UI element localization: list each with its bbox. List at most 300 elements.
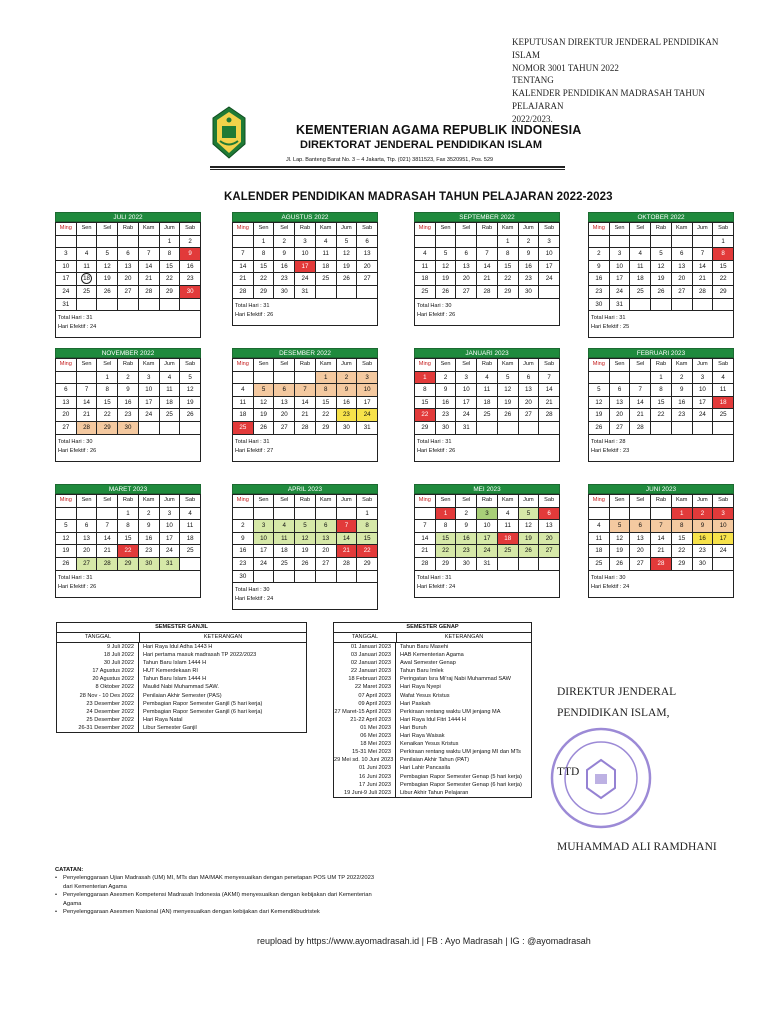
event-description: Tahun Baru Masehi	[400, 644, 449, 650]
month-calendar	[232, 348, 378, 462]
month-grid	[232, 222, 378, 299]
event-row	[334, 724, 531, 732]
day-cell: 11	[180, 520, 201, 533]
empty-cell	[713, 558, 734, 571]
day-cell: 19	[589, 409, 610, 422]
empty-cell	[254, 508, 275, 521]
empty-cell	[693, 422, 714, 435]
day-cell: 6	[274, 384, 295, 397]
day-cell: 20	[316, 545, 337, 558]
day-cell: 21	[539, 397, 560, 410]
day-cell: 16	[589, 273, 610, 286]
empty-cell	[589, 508, 610, 521]
day-cell: 8	[713, 248, 734, 261]
day-cell: 7	[651, 520, 672, 533]
day-cell: 30	[519, 286, 540, 299]
weekday-header: Rab	[118, 223, 139, 236]
day-cell: 26	[97, 286, 118, 299]
day-cell: 29	[316, 422, 337, 435]
day-cell: 16	[456, 533, 477, 546]
weekday-header: Sab	[180, 495, 201, 508]
event-date: 17 Juni 2023	[334, 781, 396, 789]
empty-cell	[672, 299, 693, 312]
day-cell: 31	[56, 299, 77, 312]
total-days: Total Hari : 31	[58, 574, 93, 581]
event-row	[334, 732, 531, 740]
event-row	[334, 683, 531, 691]
event-description: Pembagian Rapor Semester Genap (5 hari kerja)	[400, 773, 522, 780]
day-cell: 23	[693, 545, 714, 558]
day-cell: 11	[77, 261, 98, 274]
day-cell: 26	[589, 422, 610, 435]
empty-cell	[274, 571, 295, 584]
empty-cell	[498, 422, 519, 435]
day-cell: 22	[436, 545, 457, 558]
weekday-header: Sab	[713, 495, 734, 508]
weekday-header: Sen	[610, 359, 631, 372]
day-cell: 23	[589, 286, 610, 299]
day-cell: 29	[357, 558, 378, 571]
day-cell: 30	[456, 558, 477, 571]
empty-cell	[630, 372, 651, 385]
day-cell: 29	[415, 422, 436, 435]
day-cell: 10	[610, 261, 631, 274]
day-cell: 6	[630, 520, 651, 533]
day-cell: 17	[254, 545, 275, 558]
day-cell: 23	[519, 273, 540, 286]
day-cell: 19	[337, 261, 358, 274]
day-cell: 4	[316, 236, 337, 249]
weekday-header: Sel	[97, 359, 118, 372]
semester-ganjil-table	[56, 622, 307, 733]
day-cell: 20	[56, 409, 77, 422]
month-calendar	[232, 484, 378, 610]
effective-days: Hari Efektif : 26	[417, 447, 456, 454]
event-description: Peringatan Isra Mi'raj Nabi Muhammad SAW	[400, 676, 511, 683]
day-cell: 27	[630, 558, 651, 571]
day-cell: 30	[274, 286, 295, 299]
day-cell: 31	[610, 299, 631, 312]
day-cell: 5	[254, 384, 275, 397]
day-cell: 31	[295, 286, 316, 299]
day-cell: 22	[254, 273, 275, 286]
day-cell: 2	[456, 508, 477, 521]
empty-cell	[456, 236, 477, 249]
day-cell: 7	[139, 248, 160, 261]
month-name: OKTOBER 2022	[588, 212, 734, 222]
day-cell: 10	[713, 520, 734, 533]
empty-cell	[539, 422, 560, 435]
day-cell: 3	[56, 248, 77, 261]
empty-cell	[357, 286, 378, 299]
day-cell: 6	[672, 248, 693, 261]
empty-cell	[139, 299, 160, 312]
day-cell: 10	[139, 384, 160, 397]
note-item: • Penyelenggaraan Asesmen Kompetensi Madrasah Indonesia (AKMI) menyesuaikan dengan kebijakan dari Kementerian Agama	[55, 891, 375, 908]
day-cell: 7	[630, 384, 651, 397]
event-date: 03 Januari 2023	[334, 651, 396, 659]
empty-cell	[233, 372, 254, 385]
day-cell: 26	[180, 409, 201, 422]
ministry-name: KEMENTERIAN AGAMA REPUBLIK INDONESIA	[296, 123, 582, 137]
event-row	[57, 675, 306, 683]
day-cell: 7	[233, 248, 254, 261]
day-cell: 18	[477, 397, 498, 410]
day-cell: 24	[357, 409, 378, 422]
day-cell: 24	[254, 558, 275, 571]
day-cell: 21	[97, 545, 118, 558]
weekday-header: Ming	[233, 359, 254, 372]
event-row	[57, 651, 306, 659]
day-cell: 5	[180, 372, 201, 385]
day-cell: 24	[610, 286, 631, 299]
event-date: 27 Maret-15 April 2023	[334, 708, 396, 716]
day-cell: 12	[180, 384, 201, 397]
event-description: Pembagian Rapor Semester Ganjil (5 hari kerja)	[143, 700, 263, 707]
empty-cell	[139, 236, 160, 249]
day-cell: 14	[139, 261, 160, 274]
empty-cell	[97, 236, 118, 249]
day-cell: 6	[357, 236, 378, 249]
event-description: Pembagian Rapor Semester Genap (6 hari kerja)	[400, 781, 522, 788]
event-row	[334, 643, 531, 651]
empty-cell	[295, 372, 316, 385]
day-cell: 12	[295, 533, 316, 546]
empty-cell	[610, 372, 631, 385]
total-days: Total Hari : 31	[58, 315, 93, 322]
day-cell: 28	[233, 286, 254, 299]
genap-title: SEMESTER GENAP	[334, 623, 531, 633]
day-cell: 17	[139, 397, 160, 410]
weekday-header: Kam	[316, 495, 337, 508]
day-cell: 9	[693, 520, 714, 533]
day-cell: 1	[97, 372, 118, 385]
day-cell: 18	[589, 545, 610, 558]
header-divider-thin	[210, 169, 565, 170]
day-cell: 13	[456, 261, 477, 274]
day-cell: 22	[160, 273, 181, 286]
day-cell: 3	[160, 508, 181, 521]
day-cell: 24	[139, 409, 160, 422]
month-name: APRIL 2023	[232, 484, 378, 494]
day-cell: 6	[56, 384, 77, 397]
weekday-header: Sen	[610, 223, 631, 236]
empty-cell	[337, 571, 358, 584]
ganjil-title: SEMESTER GANJIL	[57, 623, 306, 633]
day-cell: 8	[498, 248, 519, 261]
empty-cell	[56, 372, 77, 385]
month-summary	[232, 435, 378, 462]
day-cell: 9	[180, 248, 201, 261]
day-cell: 1	[436, 508, 457, 521]
empty-cell	[77, 372, 98, 385]
day-cell: 23	[118, 409, 139, 422]
day-cell: 17	[56, 273, 77, 286]
weekday-header: Sel	[630, 495, 651, 508]
day-cell: 7	[415, 520, 436, 533]
event-row	[57, 643, 306, 651]
weekday-header: Kam	[316, 359, 337, 372]
day-cell: 13	[274, 397, 295, 410]
event-date: 09 April 2023	[334, 700, 396, 708]
weekday-header: Sel	[456, 495, 477, 508]
weekday-header: Sel	[456, 223, 477, 236]
event-date: 23 Desember 2022	[57, 700, 139, 708]
day-cell: 22	[316, 409, 337, 422]
day-cell: 13	[357, 248, 378, 261]
event-description: Penilaian Akhir Tahun (PAT)	[400, 757, 470, 764]
day-cell: 13	[56, 397, 77, 410]
event-date: 8 Oktober 2022	[57, 683, 139, 691]
event-date: 22 Januari 2023	[334, 667, 396, 675]
month-calendar	[414, 484, 560, 598]
weekday-header: Rab	[295, 223, 316, 236]
day-cell: 2	[118, 372, 139, 385]
day-cell: 26	[610, 558, 631, 571]
day-cell: 1	[118, 508, 139, 521]
weekday-header: Sen	[77, 223, 98, 236]
weekday-header: Sab	[180, 359, 201, 372]
ganjil-rows	[57, 643, 306, 732]
effective-days: Hari Efektif : 27	[235, 447, 274, 454]
day-cell: 3	[713, 508, 734, 521]
month-calendar	[588, 484, 734, 598]
day-cell: 6	[77, 520, 98, 533]
weekday-header: Ming	[56, 359, 77, 372]
day-cell: 2	[139, 508, 160, 521]
event-date: 21-22 April 2023	[334, 716, 396, 724]
weekday-header: Sel	[456, 359, 477, 372]
day-cell: 11	[415, 261, 436, 274]
event-row	[57, 708, 306, 716]
total-days: Total Hari : 30	[235, 587, 270, 594]
empty-cell	[295, 571, 316, 584]
day-cell: 13	[519, 384, 540, 397]
note-item: • Penyelenggaraan Asesmen Nasional (AN) menyesuaikan dengan kebijakan dari Kemendikbudristek	[55, 908, 375, 916]
day-cell: 29	[436, 558, 457, 571]
day-cell: 22	[415, 409, 436, 422]
event-date: 02 Januari 2023	[334, 659, 396, 667]
event-row	[57, 683, 306, 691]
day-cell: 18	[77, 273, 98, 286]
day-cell: 24	[539, 273, 560, 286]
day-cell: 19	[436, 273, 457, 286]
day-cell: 18	[415, 273, 436, 286]
effective-days: Hari Efektif : 23	[591, 447, 630, 454]
day-cell: 19	[519, 533, 540, 546]
month-calendar	[55, 484, 201, 598]
empty-cell	[498, 558, 519, 571]
month-grid	[414, 222, 560, 299]
month-calendar	[414, 348, 560, 462]
weekday-header: Jum	[519, 359, 540, 372]
day-cell: 2	[693, 508, 714, 521]
day-cell: 1	[651, 372, 672, 385]
month-grid	[232, 358, 378, 435]
event-date: 30 Juli 2022	[57, 659, 139, 667]
day-cell: 12	[519, 520, 540, 533]
day-cell: 31	[160, 558, 181, 571]
event-description: Pembagian Rapor Semester Ganjil (6 hari kerja)	[143, 708, 263, 715]
weekday-header: Jum	[337, 223, 358, 236]
event-date: 29 Mei sd. 10 Juni 2023	[334, 756, 396, 764]
day-cell: 26	[651, 286, 672, 299]
month-grid	[55, 222, 201, 311]
ganjil-col-desc: KETERANGAN	[203, 634, 243, 640]
day-cell: 25	[274, 558, 295, 571]
weekday-header: Sab	[357, 223, 378, 236]
day-cell: 29	[118, 558, 139, 571]
day-cell: 20	[357, 261, 378, 274]
effective-days: Hari Efektif : 26	[58, 583, 97, 590]
day-cell: 23	[337, 409, 358, 422]
empty-cell	[693, 299, 714, 312]
empty-cell	[519, 558, 540, 571]
day-cell: 20	[118, 273, 139, 286]
day-cell: 21	[630, 409, 651, 422]
day-cell: 19	[610, 545, 631, 558]
day-cell: 20	[610, 409, 631, 422]
day-cell: 4	[498, 508, 519, 521]
day-cell: 30	[693, 558, 714, 571]
empty-cell	[56, 236, 77, 249]
day-cell: 30	[589, 299, 610, 312]
day-cell: 5	[519, 508, 540, 521]
month-name: MEI 2023	[414, 484, 560, 494]
day-cell: 21	[233, 273, 254, 286]
day-cell: 5	[498, 372, 519, 385]
day-cell: 21	[415, 545, 436, 558]
event-date: 17 Agustus 2022	[57, 667, 139, 675]
weekday-header: Kam	[672, 359, 693, 372]
total-days: Total Hari : 31	[591, 315, 626, 322]
day-cell: 4	[180, 508, 201, 521]
day-cell: 27	[77, 558, 98, 571]
month-name: MARET 2023	[55, 484, 201, 494]
day-cell: 30	[337, 422, 358, 435]
day-cell: 1	[357, 508, 378, 521]
event-description: Hari Raya Waisak	[400, 733, 445, 740]
empty-cell	[651, 422, 672, 435]
empty-cell	[97, 508, 118, 521]
empty-cell	[77, 299, 98, 312]
effective-days: Hari Efektif : 26	[235, 311, 274, 318]
weekday-header: Kam	[139, 359, 160, 372]
event-row	[334, 740, 531, 748]
event-row	[57, 692, 306, 700]
day-cell: 14	[97, 533, 118, 546]
day-cell: 10	[160, 520, 181, 533]
weekday-header: Ming	[589, 495, 610, 508]
day-cell: 23	[672, 409, 693, 422]
weekday-header: Sen	[77, 495, 98, 508]
empty-cell	[477, 236, 498, 249]
event-description: HUT Kemerdekaan RI	[143, 668, 198, 675]
day-cell: 10	[295, 248, 316, 261]
day-cell: 28	[693, 286, 714, 299]
day-cell: 8	[316, 384, 337, 397]
weekday-header: Kam	[316, 223, 337, 236]
event-description: Wafat Yesus Kristus	[400, 692, 450, 699]
day-cell: 4	[160, 372, 181, 385]
event-description: Tahun Baru Islam 1444 H	[143, 660, 207, 667]
event-date: 20 Agustus 2022	[57, 675, 139, 683]
weekday-header: Sen	[436, 223, 457, 236]
day-cell: 15	[316, 397, 337, 410]
day-cell: 23	[180, 273, 201, 286]
weekday-header: Jum	[519, 495, 540, 508]
day-cell: 29	[498, 286, 519, 299]
day-cell: 28	[139, 286, 160, 299]
month-grid	[55, 358, 201, 435]
weekday-header: Jum	[337, 495, 358, 508]
day-cell: 20	[274, 409, 295, 422]
day-cell: 31	[456, 422, 477, 435]
weekday-header: Ming	[415, 223, 436, 236]
month-grid	[588, 222, 734, 311]
event-description: Hari Raya Idul Adha 1443 H	[143, 644, 213, 650]
day-cell: 27	[316, 558, 337, 571]
event-description: HAB Kementerian Agama	[400, 652, 464, 659]
day-cell: 26	[337, 273, 358, 286]
month-grid	[232, 494, 378, 583]
day-cell: 17	[693, 397, 714, 410]
day-cell: 13	[77, 533, 98, 546]
day-cell: 20	[672, 273, 693, 286]
day-cell: 24	[56, 286, 77, 299]
day-cell: 22	[357, 545, 378, 558]
empty-cell	[713, 299, 734, 312]
total-days: Total Hari : 31	[235, 302, 270, 309]
day-cell: 2	[274, 236, 295, 249]
weekday-header: Ming	[415, 495, 436, 508]
weekday-header: Sel	[274, 359, 295, 372]
empty-cell	[651, 236, 672, 249]
empty-cell	[357, 571, 378, 584]
event-date: 01 Mei 2023	[334, 724, 396, 732]
day-cell: 12	[56, 533, 77, 546]
month-summary	[414, 571, 560, 598]
calendar-title: KALENDER PENDIDIKAN MADRASAH TAHUN PELAJARAN 2022-2023	[224, 191, 613, 203]
day-cell: 19	[97, 273, 118, 286]
day-cell: 10	[693, 384, 714, 397]
event-row	[57, 667, 306, 675]
month-name: FEBRUARI 2023	[588, 348, 734, 358]
month-calendar	[588, 212, 734, 338]
month-summary	[232, 299, 378, 326]
day-cell: 17	[539, 261, 560, 274]
empty-cell	[56, 508, 77, 521]
weekday-header: Kam	[672, 495, 693, 508]
day-cell: 5	[337, 236, 358, 249]
empty-cell	[477, 422, 498, 435]
weekday-header: Sen	[436, 495, 457, 508]
semester-genap-table	[333, 622, 532, 798]
day-cell: 14	[693, 261, 714, 274]
event-description: Awal Semester Genap	[400, 660, 456, 667]
weekday-header: Kam	[498, 223, 519, 236]
day-cell: 6	[456, 248, 477, 261]
day-cell: 28	[477, 286, 498, 299]
event-date: 18 Mei 2023	[334, 740, 396, 748]
day-cell: 7	[337, 520, 358, 533]
empty-cell	[713, 422, 734, 435]
day-cell: 27	[274, 422, 295, 435]
day-cell: 12	[589, 397, 610, 410]
event-row	[334, 667, 531, 675]
month-grid	[588, 358, 734, 435]
day-cell: 28	[337, 558, 358, 571]
